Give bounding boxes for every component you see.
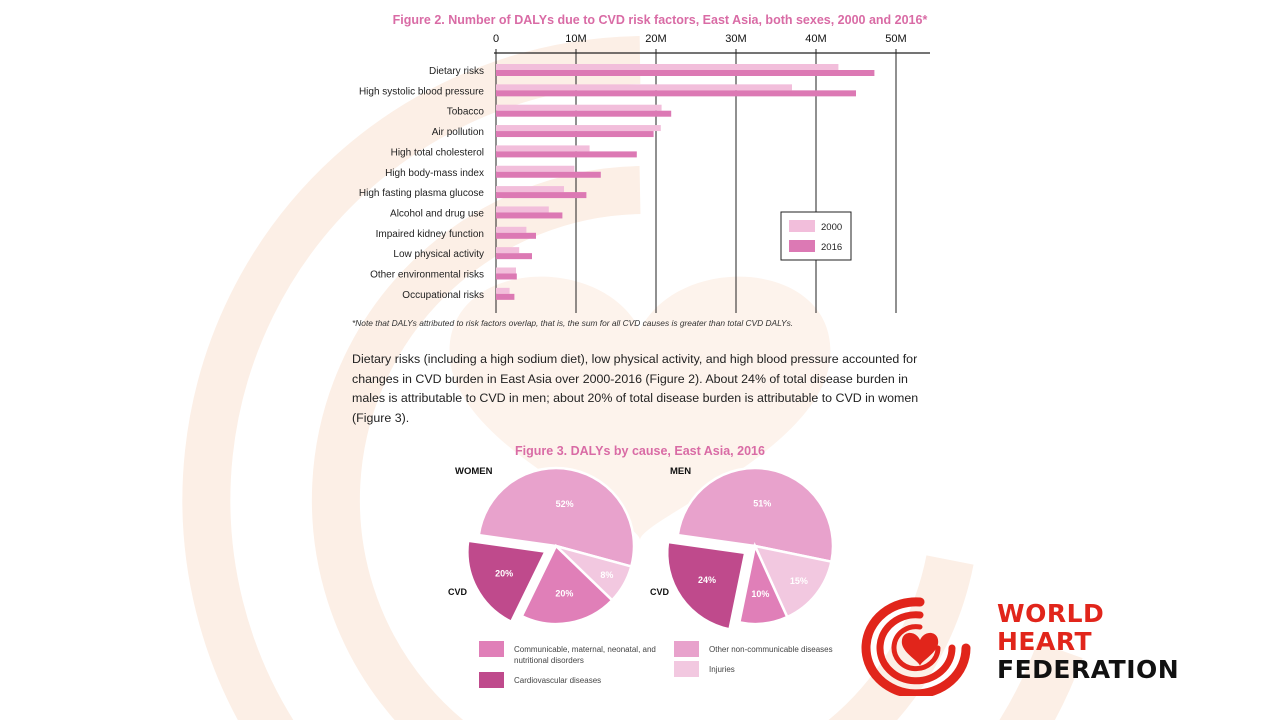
category-label: Alcohol and drug use [390, 208, 484, 220]
pie-slice-label: 10% [751, 589, 770, 600]
legend-swatch-communicable [479, 641, 504, 657]
x-tick-label: 20M [645, 33, 667, 45]
x-tick-label: 0 [492, 33, 500, 45]
women-cvd-label: CVD [448, 587, 468, 597]
men-pie-heading: MEN [670, 466, 692, 477]
category-label: Impaired kidney function [375, 228, 484, 240]
legend-label-injuries: Injuries [709, 665, 735, 674]
legend-label-other-ncd: Other non-communicable diseases [709, 645, 833, 654]
legend-swatch-cvd [479, 672, 504, 688]
category-label: Tobacco [446, 106, 484, 118]
category-label: High total cholesterol [390, 147, 484, 159]
category-label: High fasting plasma glucose [358, 188, 484, 200]
logo-text-heart: HEART [997, 627, 1093, 656]
pie-slice [667, 542, 745, 629]
logo-text-world: WORLD [997, 599, 1105, 628]
pie-slice-label: 20% [555, 588, 574, 599]
legend-swatch-other-ncd [674, 641, 699, 657]
x-tick-label: 50M [885, 33, 907, 45]
x-tick-label: 40M [805, 33, 827, 45]
legend-swatch-injuries [674, 661, 699, 677]
logo-text-federation: FEDERATION [997, 655, 1180, 684]
category-label: High systolic blood pressure [358, 86, 484, 98]
women-pie-heading: WOMEN [455, 466, 493, 477]
body-paragraph: Dietary risks (including a high sodium diet), low physical activity, and high blood pressure accounted for changes in CVD burden in East Asia over 2000-2016 (Figure 2). About 24% of total disease burden in males is attributable to CVD in men; about 20% of total disease burden is attributable to CVD in women (Figure 3). [352, 352, 919, 426]
figure2-title: Figure 2. Number of DALYs due to CVD risk factors, East Asia, both sexes, 2000 and 2016* [392, 13, 928, 27]
category-label: Air pollution [431, 127, 484, 139]
x-tick-label: 10M [565, 33, 587, 45]
pie-slice-label: 52% [555, 498, 574, 509]
pie-slice-label: 51% [753, 498, 772, 509]
category-label: Occupational risks [402, 289, 484, 301]
category-label: Dietary risks [428, 66, 484, 77]
figure2-footnote: *Note that DALYs attributed to risk factors overlap, that is, the sum for all CVD causes is greater than total CVD DALYs. [352, 318, 794, 328]
pie-slice-label: 15% [789, 576, 808, 587]
pie-slice-label: 24% [697, 574, 716, 585]
legend-label-2000: 2000 [821, 222, 843, 233]
category-label: Low physical activity [393, 249, 484, 261]
legend-label-2016: 2016 [821, 242, 843, 253]
pie-slice-label: 20% [495, 568, 514, 579]
legend-label-communicable: Communicable, maternal, neonatal, and nutritional disorders [514, 645, 656, 665]
men-cvd-label: CVD [650, 587, 670, 597]
pie-slice-label: 8% [600, 569, 614, 580]
legend-label-cvd: Cardiovascular diseases [514, 676, 602, 685]
category-label: High body-mass index [385, 167, 484, 179]
x-tick-label: 30M [725, 33, 747, 45]
figure3-title: Figure 3. DALYs by cause, East Asia, 2016 [515, 444, 765, 458]
category-label: Other environmental risks [370, 269, 484, 281]
